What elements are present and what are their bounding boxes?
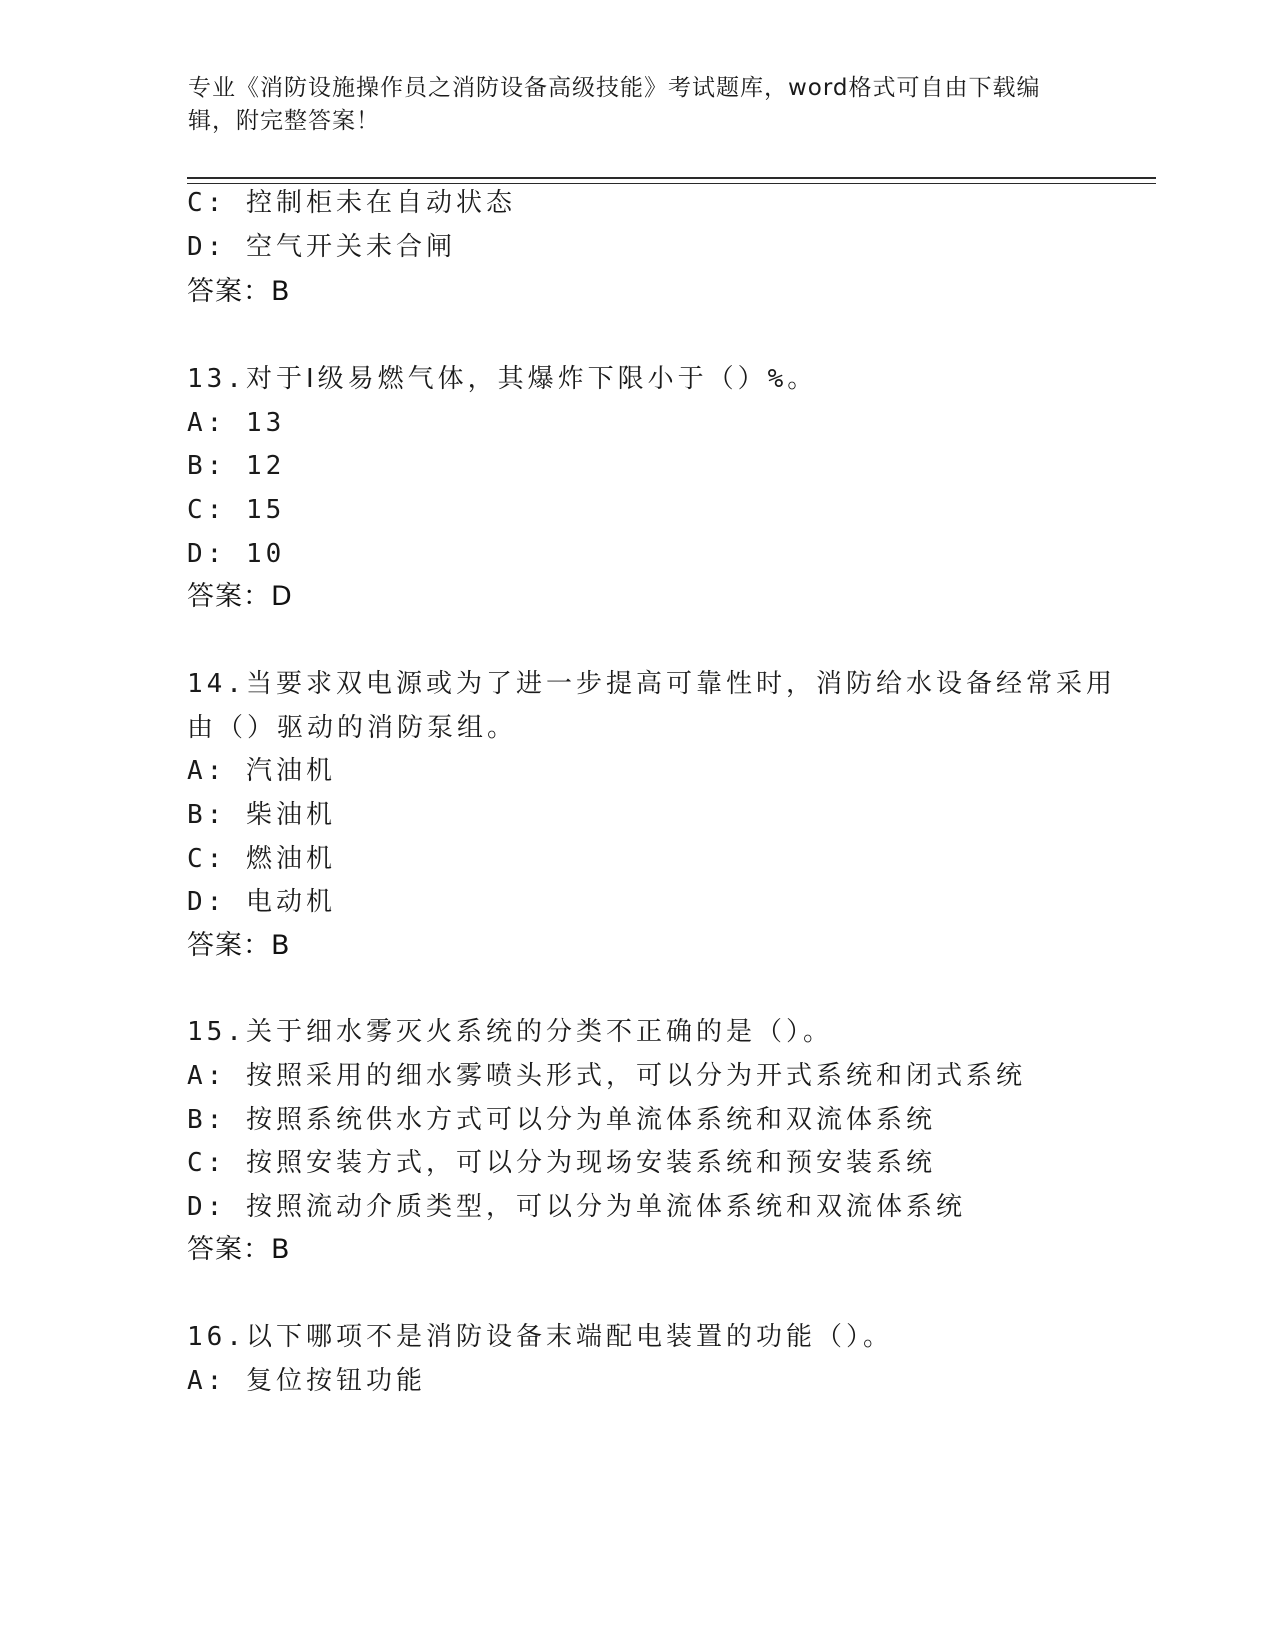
q15-option-b: B: 按照系统供水方式可以分为单流体系统和双流体系统 [187,1105,936,1135]
q14-option-c: C: 燃油机 [187,844,336,874]
q14-option-a: A: 汽油机 [187,756,336,786]
q14-stem-line1: 14.当要求双电源或为了进一步提高可靠性时，消防给水设备经常采用 [187,669,1116,699]
q15-option-a: A: 按照采用的细水雾喷头形式，可以分为开式系统和闭式系统 [187,1061,1026,1091]
q14-option-b: B: 柴油机 [187,800,336,830]
header-divider-thick [187,177,1156,179]
q14-answer: 答案：B [187,930,291,961]
q14-stem-line2: 由（）驱动的消防泵组。 [187,713,518,743]
q15-option-d: D: 按照流动介质类型，可以分为单流体系统和双流体系统 [187,1192,966,1222]
q16-option-a: A: 复位按钮功能 [187,1366,426,1396]
q13-stem: 13.对于Ⅰ级易燃气体，其爆炸下限小于（）%。 [187,364,818,394]
q15-answer: 答案：B [187,1234,291,1265]
header-divider-thin [187,183,1156,184]
q15-stem: 15.关于细水雾灭火系统的分类不正确的是（）。 [187,1017,833,1047]
q12-option-c: C: 控制柜未在自动状态 [187,188,516,218]
q14-option-d: D: 电动机 [187,887,336,917]
q15-option-c: C: 按照安装方式，可以分为现场安装系统和预安装系统 [187,1148,936,1178]
q13-option-d: D: 10 [187,539,286,569]
q13-answer: 答案：D [187,581,293,612]
q12-option-d: D: 空气开关未合闸 [187,232,456,262]
q13-option-b: B: 12 [187,451,286,481]
q13-option-a: A: 13 [187,408,286,438]
q16-stem: 16.以下哪项不是消防设备末端配电装置的功能（）。 [187,1322,893,1352]
q13-option-c: C: 15 [187,495,286,525]
q12-answer: 答案：B [187,276,291,307]
document-header: 专业《消防设施操作员之消防设备高级技能》考试题库，word格式可自由下载编辑，附完整答案！ [188,75,1041,134]
